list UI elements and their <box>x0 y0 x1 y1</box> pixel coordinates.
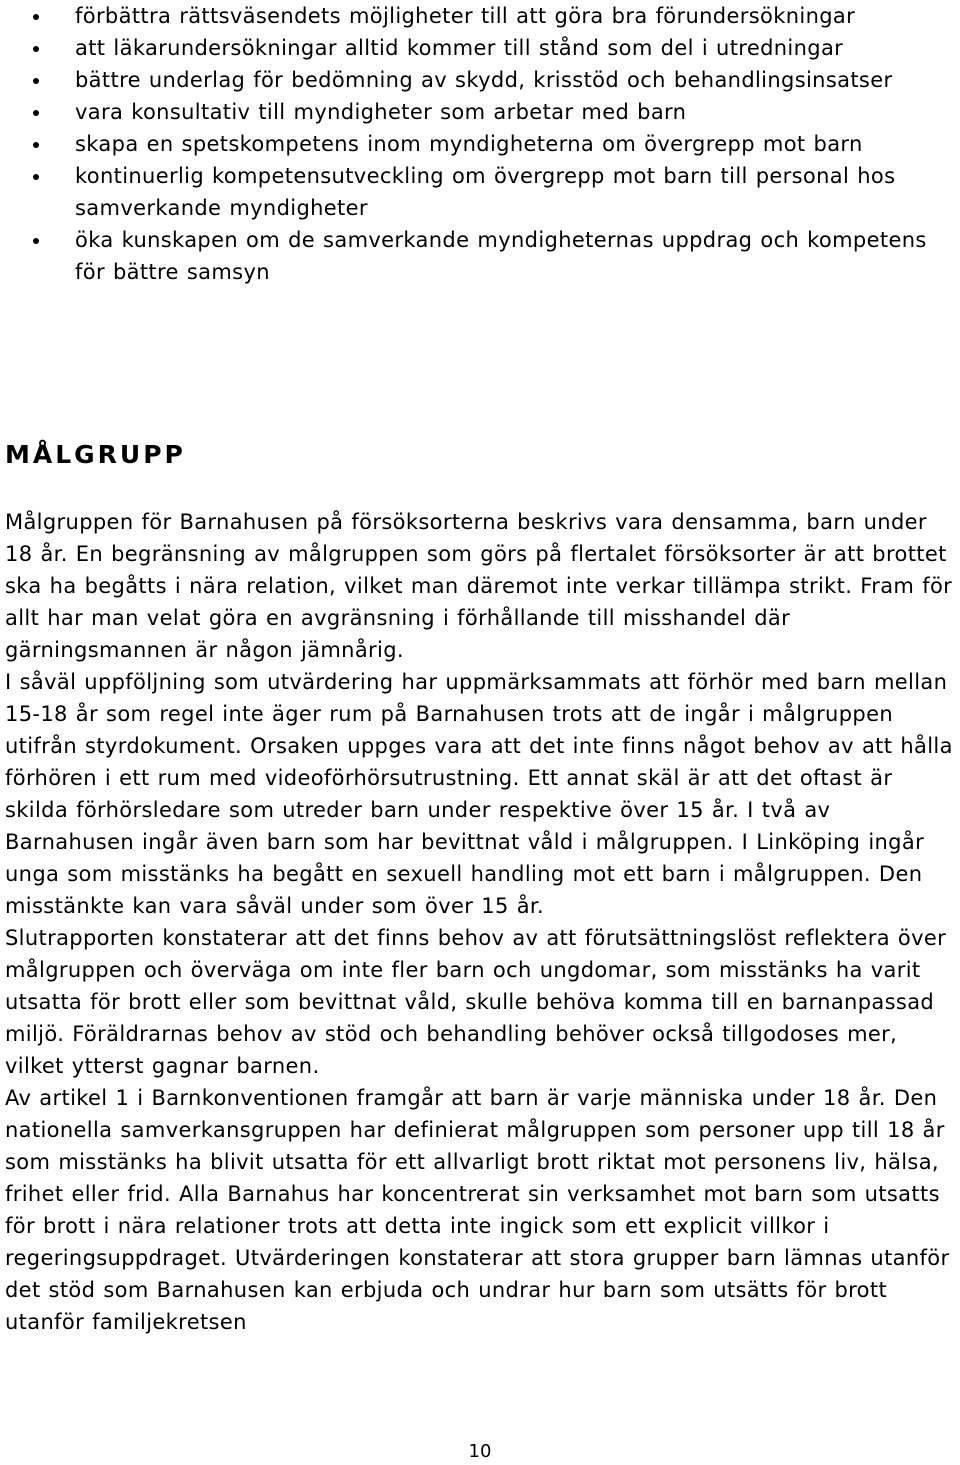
body-paragraph: Av artikel 1 i Barnkonventionen framgår att barn är varje människa under 18 år. Den nationella samverkansgruppen har definierat målgruppen som personer upp till 18 år som misstänks ha blivit utsatta för ett allvarligt brott riktat mot personens liv, hälsa, frihet eller frid. Alla Barnahus har koncentrerat sin verksamhet mot barn som utsatts för brott i nära relationer trots att detta inte ingick som ett explicit villkor i regeringsuppdraget. Utvärderingen konstaterar att stora grupper barn lämnas utanför det stöd som Barnahusen kan erbjuda och undrar hur barn som utsätts för brott utanför familjekretsen <box>5 1086 950 1334</box>
bullet-text: bättre underlag för bedömning av skydd, krisstöd och behandlingsinsatser <box>75 68 893 92</box>
body-paragraph: Målgruppen för Barnahusen på försöksorterna beskrivs vara densamma, barn under 18 år. En begränsning av målgruppen som görs på flertalet försöksorter är att brottet ska ha begåtts i nära relation, vilket man däremot inte verkar tillämpa strikt. Fram för allt har man velat göra en avgränsning i förhållande till misshandel där gärningsmannen är någon jämnårig. <box>5 510 953 662</box>
bullet-text: öka kunskapen om de samverkande myndigheternas uppdrag och kompetens för bättre samsyn <box>75 228 927 284</box>
body-paragraph: I såväl uppföljning som utvärdering har uppmärksammats att förhör med barn mellan 15-18 år som regel inte äger rum på Barnahusen trots att de ingår i målgruppen utifrån styrdokument. Orsaken uppges vara att det inte finns något behov av att hålla förhören i ett rum med videoförhörsutrustning. Ett annat skäl är att det oftast är skilda förhörsledare som utreder barn under respektive över 15 år. I två av Barnahusen ingår även barn som har bevittnat våld i målgruppen. I Linköping ingår unga som misstänks ha begått en sexuell handling mot ett barn i målgruppen. Den misstänkte kan vara såväl under som över 15 år. <box>5 670 953 918</box>
section-body <box>5 506 960 1338</box>
bullet-item <box>0 160 960 224</box>
bullet-item <box>0 224 960 288</box>
bullet-item <box>0 64 960 96</box>
bullet-item <box>0 128 960 160</box>
section-heading: MÅLGRUPP <box>5 440 186 469</box>
bullet-text: skapa en spetskompetens inom myndigheterna om övergrepp mot barn <box>75 132 863 156</box>
bullet-dot-icon <box>33 238 39 244</box>
bullet-text: kontinuerlig kompetensutveckling om övergrepp mot barn till personal hos samverkande myndigheter <box>75 164 896 220</box>
bullet-dot-icon <box>33 14 39 20</box>
bullet-item <box>0 96 960 128</box>
bullet-dot-icon <box>33 46 39 52</box>
bullet-item <box>0 32 960 64</box>
bullet-item <box>0 0 960 32</box>
bullet-text: att läkarundersökningar alltid kommer till stånd som del i utredningar <box>75 36 844 60</box>
page-number: 10 <box>468 1441 492 1462</box>
bullet-dot-icon <box>33 174 39 180</box>
body-paragraph: Slutrapporten konstaterar att det finns behov av att förutsättningslöst reflektera över målgruppen och överväga om inte fler barn och ungdomar, som misstänks ha varit utsatta för brott eller som bevittnat våld, skulle behöva komma till en barnanpassad miljö. Föräldrarnas behov av stöd och behandling behöver också tillgodoses mer, vilket ytterst gagnar barnen. <box>5 926 947 1078</box>
bullet-dot-icon <box>33 110 39 116</box>
bullet-dot-icon <box>33 142 39 148</box>
goal-bullet-list <box>0 0 960 288</box>
bullet-text: vara konsultativ till myndigheter som arbetar med barn <box>75 100 687 124</box>
bullet-text: förbättra rättsväsendets möjligheter till att göra bra förundersökningar <box>75 4 856 28</box>
bullet-dot-icon <box>33 78 39 84</box>
